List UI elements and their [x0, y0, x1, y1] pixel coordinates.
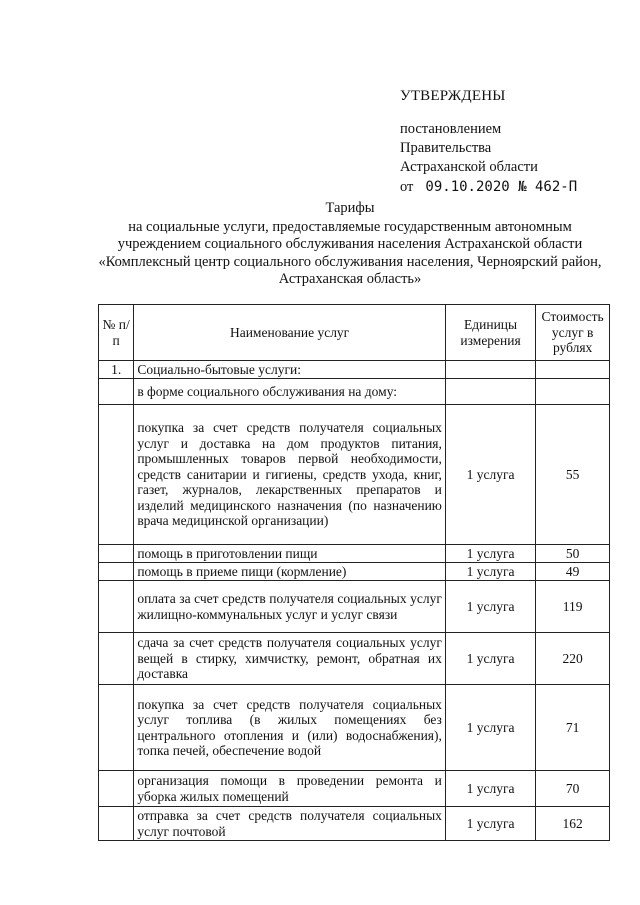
table-row	[99, 685, 610, 771]
cell-unit: 1 услуга	[445, 807, 535, 841]
approval-block	[400, 88, 620, 197]
cell-unit	[445, 361, 535, 379]
cell-unit	[445, 379, 535, 405]
title-main: Тарифы	[325, 200, 375, 216]
date-prefix: от	[400, 179, 414, 195]
cell-price: 50	[536, 545, 610, 563]
cell-name: помощь в приготовлении пищи	[134, 545, 446, 563]
table-row	[99, 379, 610, 405]
table-row	[99, 581, 610, 633]
cell-name: покупка за счет средств получателя социальных услуг топлива (в жилых помещениях без центрального отопления и (или) водоснабжения), топка печей, обеспечение водой	[134, 685, 446, 771]
cell-price: 162	[536, 807, 610, 841]
cell-price	[536, 379, 610, 405]
cell-unit: 1 услуга	[445, 581, 535, 633]
cell-num	[99, 807, 134, 841]
approval-date	[400, 178, 620, 197]
cell-num	[99, 685, 134, 771]
cell-num	[99, 563, 134, 581]
cell-name: помощь в приеме пищи (кормление)	[134, 563, 446, 581]
approval-line: Астраханской области	[400, 159, 538, 175]
cell-unit: 1 услуга	[445, 633, 535, 685]
table-row	[99, 405, 610, 545]
table-row	[99, 361, 610, 379]
cell-num	[99, 633, 134, 685]
cell-name: оплата за счет средств получателя социальных услуг жилищно-коммунальных услуг и услуг связи	[134, 581, 446, 633]
table-row	[99, 563, 610, 581]
cell-unit: 1 услуга	[445, 405, 535, 545]
cell-num	[99, 581, 134, 633]
cell-num	[99, 771, 134, 807]
table-row	[99, 633, 610, 685]
cell-name: в форме социального обслуживания на дому:	[134, 379, 446, 405]
table-row	[99, 545, 610, 563]
approval-heading: УТВЕРЖДЕНЫ	[400, 88, 506, 104]
table-row	[99, 807, 610, 841]
approval-line: постановлением	[400, 121, 502, 137]
cell-price: 119	[536, 581, 610, 633]
cell-price: 220	[536, 633, 610, 685]
header-name: Наименование услуг	[134, 305, 446, 361]
cell-num: 1.	[99, 361, 134, 379]
cell-unit: 1 услуга	[445, 685, 535, 771]
cell-name: Социально-бытовые услуги:	[134, 361, 446, 379]
cell-unit: 1 услуга	[445, 771, 535, 807]
cell-price: 71	[536, 685, 610, 771]
header-unit: Единицы измерения	[445, 305, 535, 361]
header-price: Стоимость услуг в рублях	[536, 305, 610, 361]
document-title	[90, 200, 610, 289]
cell-name: покупка за счет средств получателя социальных услуг и доставка на дом продуктов питания, промышленных товаров первой необходимости, средств санитарии и гигиены, средств ухода, книг, газет, журналов, лекарственных препаратов и изделий медицинского назначения (по назначению врача медицинской организации)	[134, 405, 446, 545]
approval-line: Правительства	[400, 140, 492, 156]
cell-unit: 1 услуга	[445, 545, 535, 563]
cell-num	[99, 379, 134, 405]
table-header-row	[99, 305, 610, 361]
cell-num	[99, 405, 134, 545]
cell-name: организация помощи в проведении ремонта и уборка жилых помещений	[134, 771, 446, 807]
date-stamp: 09.10.2020 № 462-П	[425, 179, 578, 195]
header-num: № п/п	[99, 305, 134, 361]
table-row	[99, 771, 610, 807]
cell-name: отправка за счет средств получателя социальных услуг почтовой	[134, 807, 446, 841]
tariffs-table	[98, 304, 610, 841]
cell-unit: 1 услуга	[445, 563, 535, 581]
cell-name: сдача за счет средств получателя социальных услуг вещей в стирку, химчистку, ремонт, обратная их доставка	[134, 633, 446, 685]
title-sub: на социальные услуги, предоставляемые государственным автономным учреждением социального обслуживания населения Астраханской области «Комплексный центр социального обслуживания населения, Черноярский район, Астраханская область»	[98, 218, 602, 287]
cell-price: 49	[536, 563, 610, 581]
cell-price: 55	[536, 405, 610, 545]
cell-price	[536, 361, 610, 379]
cell-price: 70	[536, 771, 610, 807]
cell-num	[99, 545, 134, 563]
